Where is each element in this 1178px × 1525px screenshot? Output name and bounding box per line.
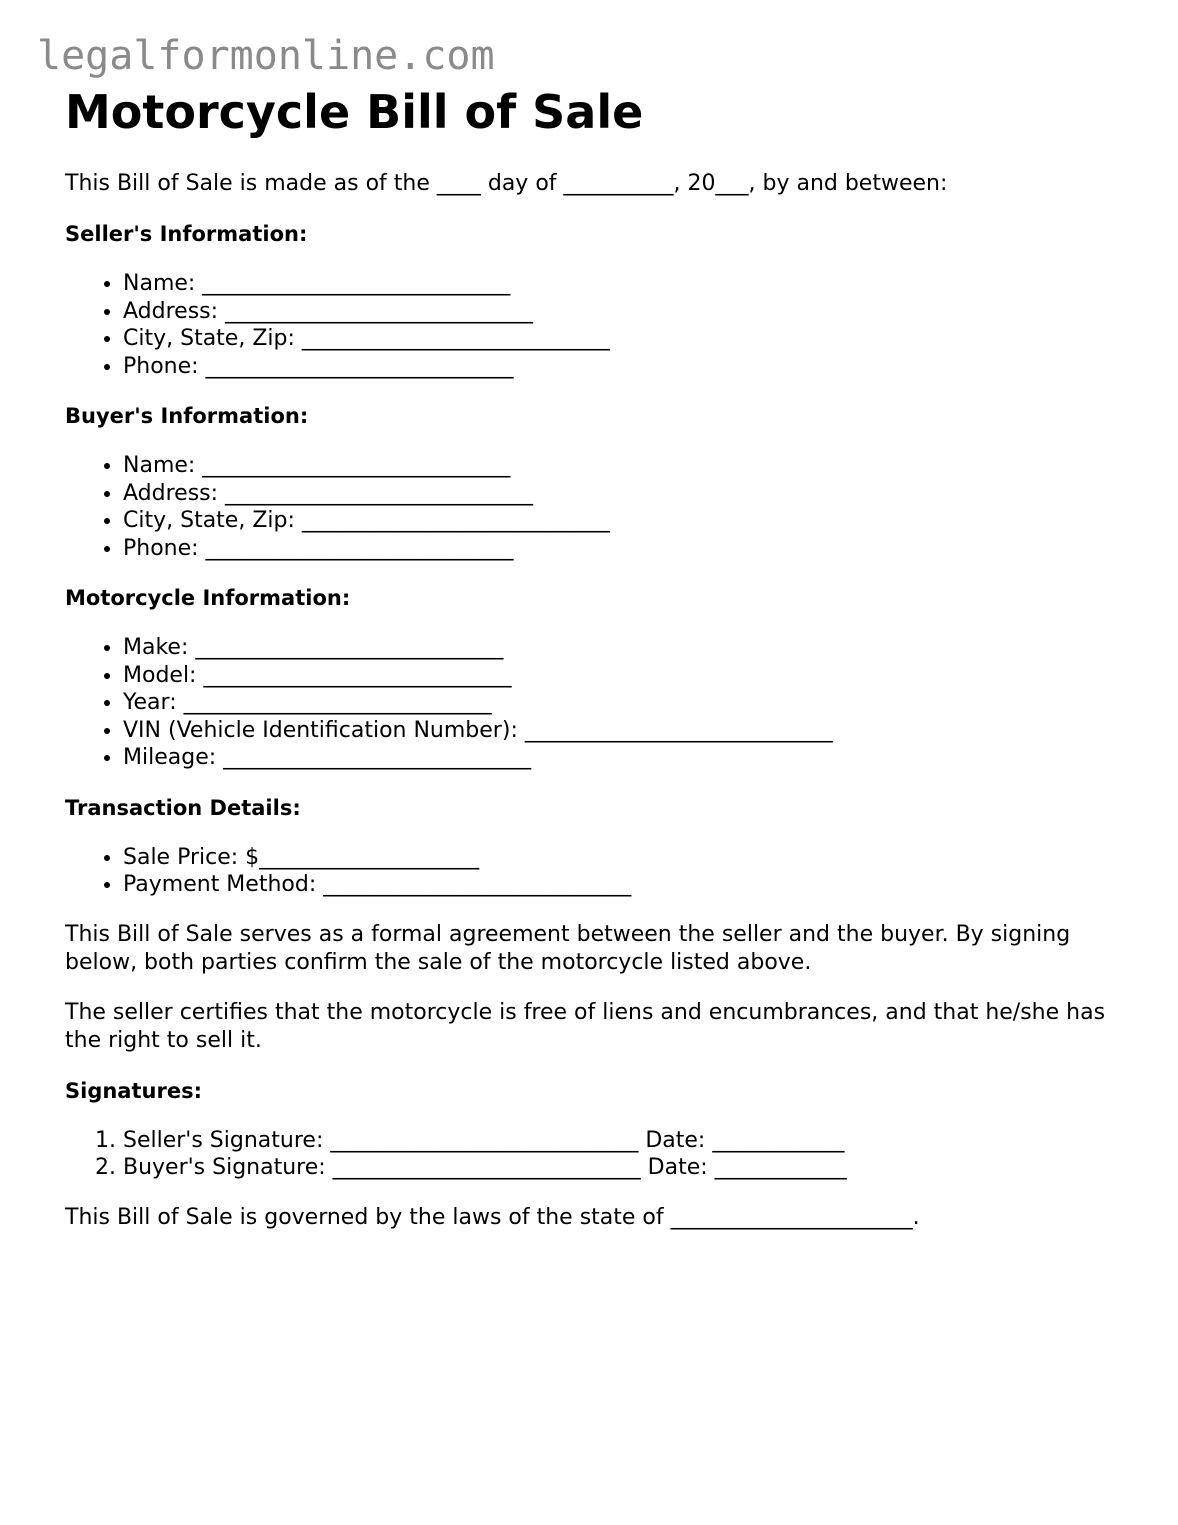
seller-address-field: • Address: ____________________________ <box>123 298 1125 326</box>
year-field: • Year: ____________________________ <box>123 689 1125 717</box>
page-title: Motorcycle Bill of Sale <box>65 85 644 139</box>
seller-heading: Seller's Information: <box>65 222 308 246</box>
intro-text: This Bill of Sale is made as of the ____ day of __________, 20___, by and between: <box>65 171 948 196</box>
certification-paragraph: The seller certifies that the motorcycle is free of liens and encumbrances, and that he/she has the right to sell it. <box>65 999 1106 1053</box>
seller-city-state-zip-field: • City, State, Zip: ____________________________ <box>123 325 1125 353</box>
buyer-name-field: • Name: ____________________________ <box>123 452 1125 480</box>
buyer-city-state-zip-field: • City, State, Zip: ____________________________ <box>123 507 1125 535</box>
seller-info-list <box>65 270 1125 380</box>
buyer-address-field: • Address: ____________________________ <box>123 480 1125 508</box>
mileage-field: • Mileage: ____________________________ <box>123 744 1125 772</box>
model-field: • Model: ____________________________ <box>123 662 1125 690</box>
buyer-signature-line: 2. Buyer's Signature: ____________________________ Date: ____________ <box>123 1154 1125 1182</box>
buyer-info-list <box>65 452 1125 562</box>
seller-name-field: • Name: ____________________________ <box>123 270 1125 298</box>
buyer-heading: Buyer's Information: <box>65 404 309 428</box>
signatures-heading: Signatures: <box>65 1078 202 1103</box>
buyer-phone-field: • Phone: ____________________________ <box>123 535 1125 563</box>
make-field: • Make: ____________________________ <box>123 634 1125 662</box>
signatures-list <box>65 1127 1125 1182</box>
transaction-heading: Transaction Details: <box>65 795 301 820</box>
seller-signature-line: 1. Seller's Signature: ____________________________ Date: ____________ <box>123 1127 1125 1155</box>
watermark: legalformonline.com <box>37 33 495 79</box>
vin-field: • VIN (Vehicle Identification Number): ____________________________ <box>123 717 1125 745</box>
sale-price-field: • Sale Price: $____________________ <box>123 844 1125 872</box>
document-body <box>65 84 1125 1232</box>
motorcycle-heading: Motorcycle Information: <box>65 586 351 610</box>
transaction-list <box>65 844 1125 899</box>
seller-phone-field: • Phone: ____________________________ <box>123 353 1125 381</box>
governing-law-text: This Bill of Sale is governed by the laws of the state of ______________________. <box>65 1204 920 1230</box>
agreement-paragraph: This Bill of Sale serves as a formal agreement between the seller and the buyer. By signing below, both parties confirm the sale of the motorcycle listed above. <box>65 921 1071 975</box>
payment-method-field: • Payment Method: ____________________________ <box>123 871 1125 899</box>
motorcycle-info-list <box>65 634 1125 772</box>
